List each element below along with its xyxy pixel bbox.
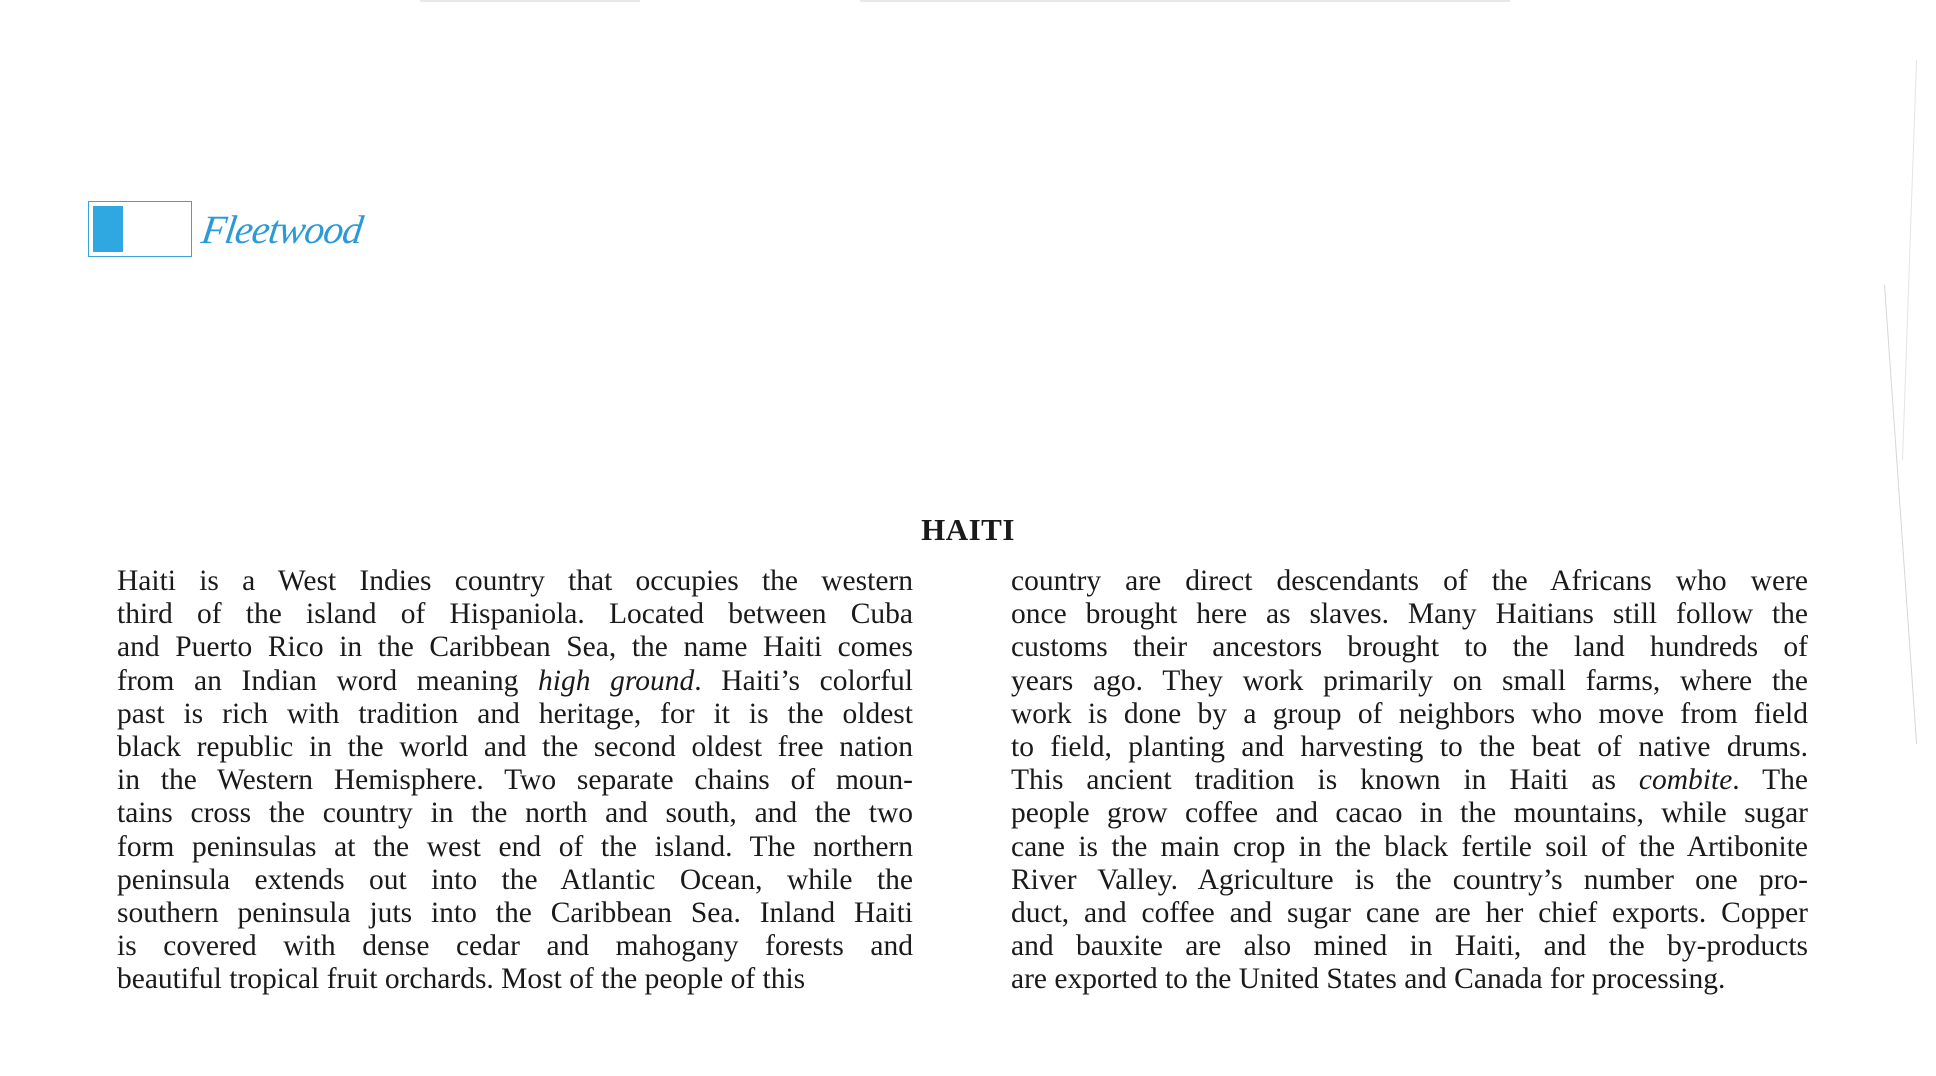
text-line: black republic in the world and the second oldest free nation xyxy=(117,730,913,763)
text-line: duct, and coffee and sugar cane are her chief exports. Copper xyxy=(1011,896,1808,929)
text-line: customs their ancestors brought to the land hundreds of xyxy=(1011,631,1808,664)
text-line: form peninsulas at the west end of the island. The northern xyxy=(117,830,913,863)
text-line: once brought here as slaves. Many Haitians still follow the xyxy=(1011,598,1808,631)
text-line: River Valley. Agriculture is the country’s number one pro- xyxy=(1011,863,1808,896)
paper-edge-line xyxy=(1902,60,1917,460)
text-line: is covered with dense cedar and mahogany forests and xyxy=(117,930,913,963)
text-line: in the Western Hemisphere. Two separate chains of moun- xyxy=(117,764,913,797)
logo-mark-fill xyxy=(93,206,123,252)
text-line: tains cross the country in the north and south, and the two xyxy=(117,797,913,830)
text-line: third of the island of Hispaniola. Located between Cuba xyxy=(117,598,913,631)
text-line: country are direct descendants of the Africans who were xyxy=(1011,565,1808,597)
text-line: cane is the main crop in the black fertile soil of the Artibonite xyxy=(1011,830,1808,863)
text-line: past is rich with tradition and heritage, for it is the oldest xyxy=(117,697,913,730)
text-line: southern peninsula juts into the Caribbean Sea. Inland Haiti xyxy=(117,896,913,929)
text-line: and bauxite are also mined in Haiti, and the by-products xyxy=(1011,930,1808,963)
text-line xyxy=(117,665,913,698)
text-line: peninsula extends out into the Atlantic Ocean, while the xyxy=(117,863,913,896)
right-text-column xyxy=(1011,565,1808,996)
paper-speck xyxy=(860,0,1510,2)
text-line: beautiful tropical fruit orchards. Most of the people of this xyxy=(117,963,806,996)
text-line: work is done by a group of neighbors who move from field xyxy=(1011,697,1808,730)
italic-term: high ground xyxy=(538,664,695,697)
text-segment: . The xyxy=(1732,764,1808,797)
text-line: people grow coffee and cacao in the mountains, while sugar xyxy=(1011,797,1808,830)
text-segment: from an Indian word meaning xyxy=(117,664,539,697)
brand-name: Fleetwood xyxy=(198,206,366,252)
text-line: are exported to the United States and Canada for processing. xyxy=(1011,963,1726,996)
text-segment: This ancient tradition is known in Haiti as xyxy=(1011,764,1639,797)
paper-speck xyxy=(420,0,640,2)
text-line: years ago. They work primarily on small farms, where the xyxy=(1011,664,1808,697)
left-text-column xyxy=(117,565,913,996)
brand-logo xyxy=(88,201,366,257)
text-line: Haiti is a West Indies country that occupies the western xyxy=(117,565,913,597)
text-line xyxy=(1011,764,1808,797)
text-segment: . Haiti’s colorful xyxy=(694,664,913,697)
text-line: to field, planting and harvesting to the beat of native drums. xyxy=(1011,730,1808,763)
logo-mark-icon xyxy=(88,201,192,257)
text-line: and Puerto Rico in the Caribbean Sea, the name Haiti comes xyxy=(117,631,913,664)
page-title: HAITI xyxy=(921,512,1015,547)
italic-term: combite xyxy=(1638,764,1733,797)
